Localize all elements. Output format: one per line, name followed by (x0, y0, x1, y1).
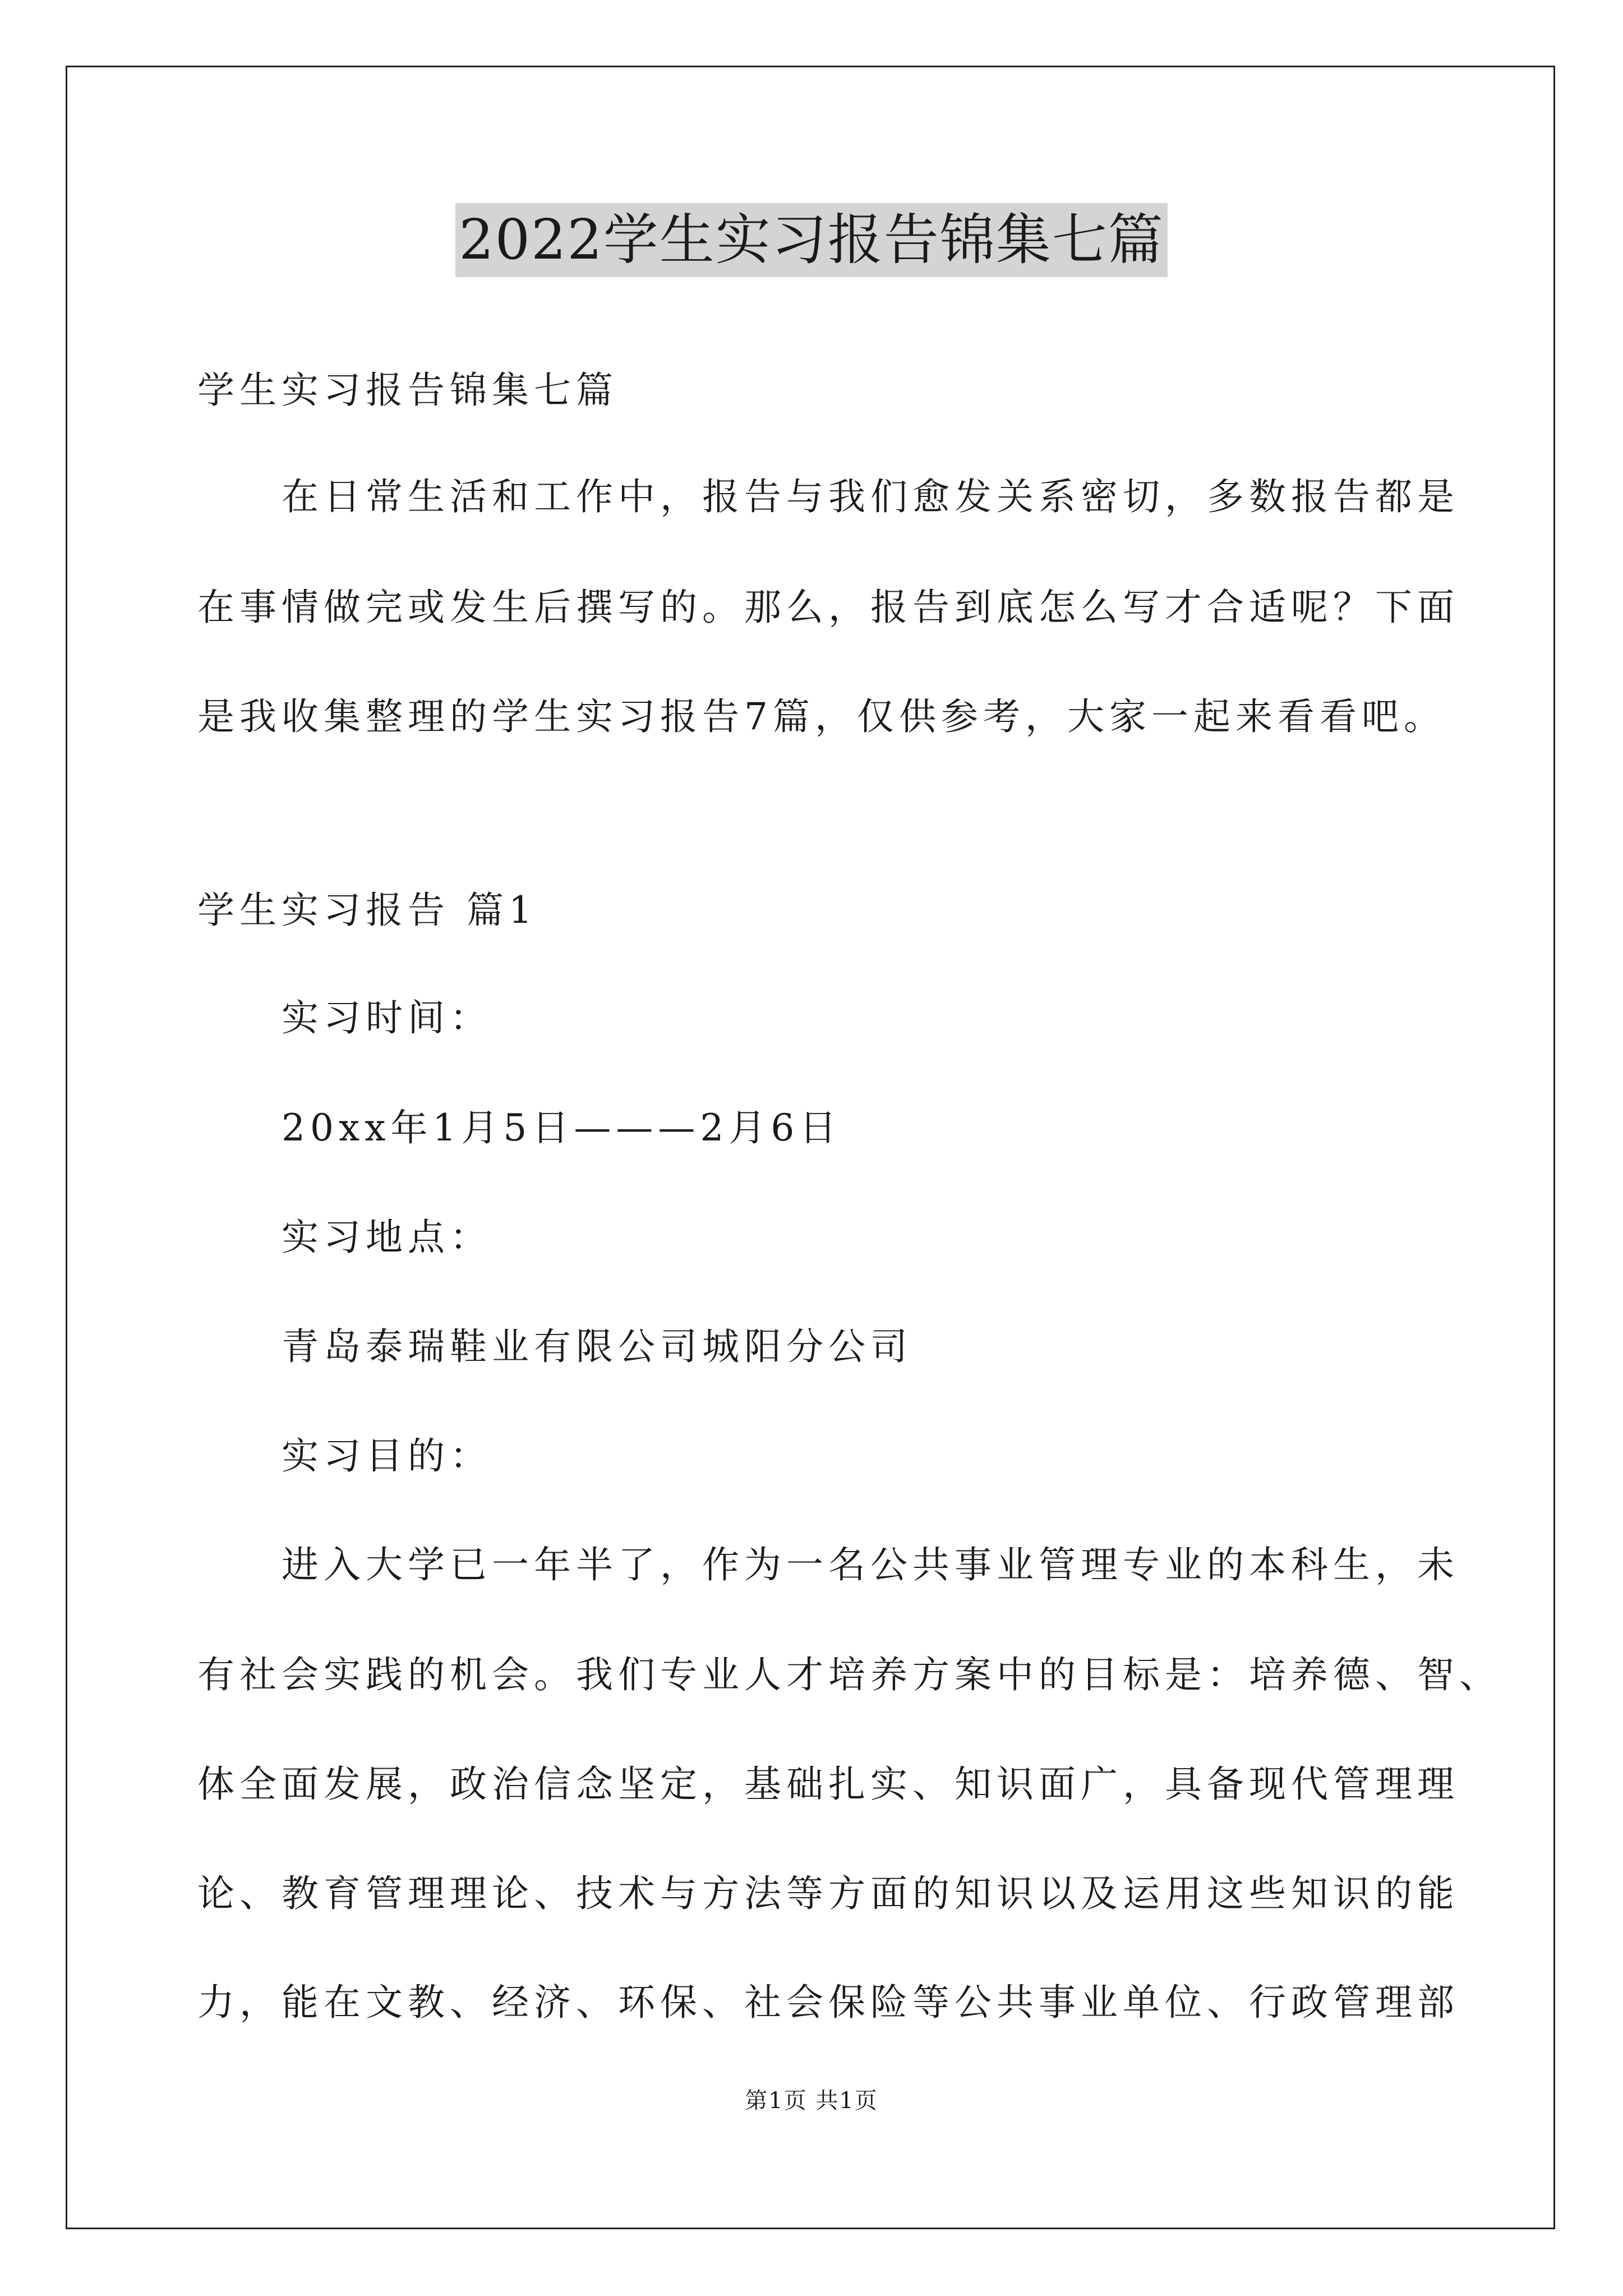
purpose-paragraph-line-3: 体全面发展，政治信念坚定，基础扎实、知识面广，具备现代管理理 (197, 1763, 1459, 1806)
section-heading: 学生实习报告 篇1 (197, 889, 537, 932)
purpose-paragraph-line-5: 力，能在文教、经济、环保、社会保险等公共事业单位、行政管理部 (197, 1981, 1459, 2024)
intro-paragraph-line-3: 是我收集整理的学生实习报告7篇，仅供参考，大家一起来看看吧。 (197, 695, 1446, 738)
title-container (0, 203, 1623, 277)
value-internship-location: 青岛泰瑞鞋业有限公司城阳分公司 (282, 1325, 912, 1368)
intro-paragraph-line-1: 在日常生活和工作中，报告与我们愈发关系密切，多数报告都是 (282, 475, 1459, 518)
subtitle-line: 学生实习报告锦集七篇 (197, 369, 618, 412)
document-title: 2022学生实习报告锦集七篇 (455, 203, 1167, 277)
value-internship-time: 20xx年1月5日———2月6日 (282, 1106, 842, 1149)
label-internship-time: 实习时间： (282, 996, 492, 1039)
purpose-paragraph-line-2: 有社会实践的机会。我们专业人才培养方案中的目标是：培养德、智、 (197, 1653, 1501, 1696)
purpose-paragraph-line-4: 论、教育管理理论、技术与方法等方面的知识以及运用这些知识的能 (197, 1872, 1459, 1915)
intro-paragraph-line-2: 在事情做完或发生后撰写的。那么，报告到底怎么写才合适呢？下面 (197, 586, 1459, 629)
page-footer: 第1页 共1页 (745, 2088, 878, 2114)
label-internship-location: 实习地点： (282, 1216, 492, 1259)
purpose-paragraph-line-1: 进入大学已一年半了，作为一名公共事业管理专业的本科生，未 (282, 1543, 1459, 1586)
label-internship-purpose: 实习目的： (282, 1434, 492, 1478)
